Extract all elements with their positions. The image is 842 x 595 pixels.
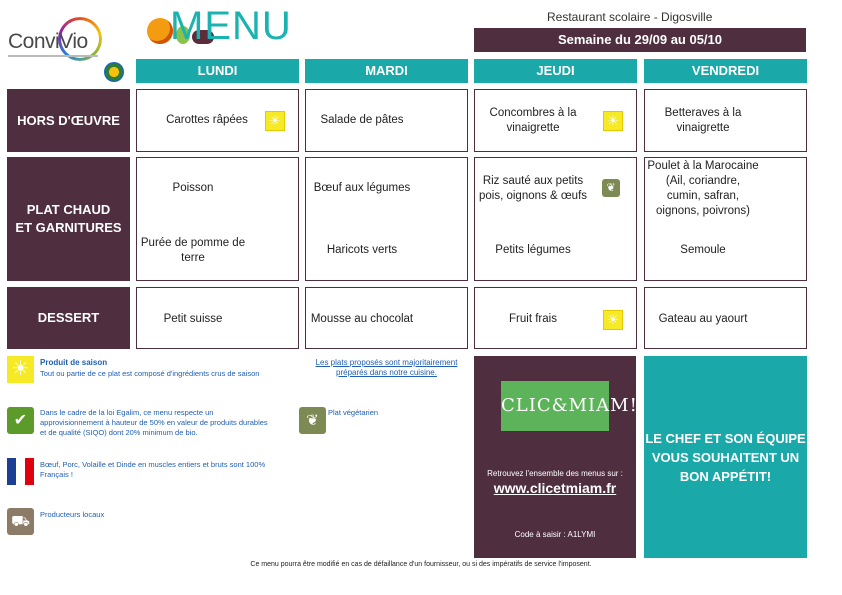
cell-dessert-lundi	[136, 287, 299, 349]
day-header-mardi: MARDI	[305, 59, 468, 83]
note-line: préparés dans notre cuisine.	[336, 368, 437, 377]
menu-title: MENU	[170, 4, 292, 48]
dish-line: Riz sauté aux petits	[482, 175, 584, 187]
leaf-icon	[602, 179, 620, 197]
dish-line: terre	[181, 252, 205, 264]
promo-code-text: Code à saisir : A1LYMI	[514, 530, 596, 539]
legend-vege-text: Plat végétarien	[328, 408, 379, 417]
footer-disclaimer: Ce menu pourra être modifié en cas de défaillance d'un fournisseur, ou si des impératifs de service l'imposent.	[250, 561, 592, 568]
cell-dessert-vendredi	[644, 287, 807, 349]
cell-plat-lundi	[136, 157, 299, 281]
logo-tagline-rule	[8, 55, 98, 57]
dish-line: vinaigrette	[676, 122, 730, 134]
legend-saison-text: Tout ou partie de ce plat est composé d'ingrédients crus de saison	[40, 369, 260, 378]
dish-name: Mousse au chocolat	[310, 313, 414, 325]
sun-icon	[265, 111, 285, 131]
dish-name: Petit suisse	[163, 313, 223, 325]
cell-plat-jeudi	[474, 157, 637, 281]
promo-find-text: Retrouvez l'ensemble des menus sur :	[487, 469, 623, 478]
dish-line: cumin, safran,	[666, 190, 740, 202]
cell-plat-vendredi	[644, 157, 807, 281]
sun-icon	[603, 111, 623, 131]
cell-dessert-mardi	[305, 287, 468, 349]
day-header-jeudi: JEUDI	[474, 59, 637, 83]
row-label-hors-oeuvre	[7, 89, 130, 152]
dish-line: pois, oignons & œufs	[478, 190, 588, 202]
note-line: Les plats proposés sont majoritairement	[315, 358, 458, 367]
row-label-text: PLAT CHAUD	[26, 202, 111, 217]
chef-line: VOUS SOUHAITENT UN	[651, 449, 800, 465]
dish-name	[475, 174, 591, 204]
legend-francais-text	[40, 460, 300, 480]
chef-line: LE CHEF ET SON ÉQUIPE	[645, 430, 806, 446]
legend-line: Dans le cadre de la loi Egalim, ce menu respecte un	[40, 408, 214, 417]
legend-line: approvisionnement à hauteur de 50% en valeur de produits durables	[40, 418, 268, 427]
row-label-text: HORS D'ŒUVRE	[17, 112, 120, 128]
day-header-lundi: LUNDI	[136, 59, 299, 83]
cell-dessert-jeudi	[474, 287, 637, 349]
garnish-name	[137, 236, 249, 266]
chef-message	[644, 356, 807, 558]
dish-name: Carottes râpées	[166, 114, 248, 126]
dish-line: Betteraves à la	[664, 107, 742, 119]
clicetmiam-link[interactable]: www.clicetmiam.fr	[493, 480, 617, 496]
leaf-icon	[299, 407, 326, 434]
restaurant-name: Restaurant scolaire - Digosville	[547, 10, 713, 24]
row-label-text: ET GARNITURES	[15, 220, 122, 235]
legend-local-text: Producteurs locaux	[40, 510, 105, 519]
cell-hors-oeuvre-mardi	[305, 89, 468, 152]
dish-line: Purée de pomme de	[140, 237, 246, 249]
legend-line: et de qualité (SIQO) dont 20% minimum de bio.	[40, 428, 198, 437]
dish-name: Bœuf aux légumes	[313, 182, 411, 194]
dish-name: Fruit frais	[509, 313, 557, 325]
legend-saison-title: Produit de saison	[40, 358, 108, 367]
row-label-plat	[7, 157, 130, 281]
dish-name: Salade de pâtes	[320, 114, 404, 126]
dish-name: Poisson	[172, 182, 214, 194]
dish-line: Poulet à la Marocaine	[647, 160, 759, 172]
dish-line: Concombres à la	[489, 107, 577, 119]
garnish-name: Haricots verts	[326, 244, 398, 256]
week-banner: Semaine du 29/09 au 05/10	[474, 28, 806, 52]
french-flag-icon	[7, 458, 34, 485]
dish-name: Gateau au yaourt	[658, 313, 748, 325]
day-header-vendredi: VENDREDI	[644, 59, 807, 83]
sun-icon	[7, 356, 34, 383]
dish-name	[645, 159, 761, 219]
sun-icon	[603, 310, 623, 330]
garnish-name: Semoule	[680, 244, 726, 256]
homemade-note	[304, 358, 469, 378]
clicetmiam-logo: CLIC&MIAM!	[501, 381, 609, 431]
cell-plat-mardi	[305, 157, 468, 281]
dish-line: (Ail, coriandre,	[665, 175, 741, 187]
legend-egalim-text	[40, 408, 300, 438]
convivio-logo: ConviVio	[8, 30, 88, 53]
dish-name	[645, 106, 761, 136]
clicetmiam-panel	[474, 356, 636, 558]
dish-line: oignons, poivrons)	[656, 205, 750, 217]
dish-line: vinaigrette	[506, 122, 560, 134]
tractor-icon	[7, 508, 34, 535]
quality-seal-icon	[104, 62, 124, 82]
cell-hors-oeuvre-vendredi	[644, 89, 807, 152]
chef-line: BON APPÉTIT!	[679, 468, 772, 484]
dish-name	[475, 106, 591, 136]
legend-line: Français !	[40, 470, 73, 479]
legend-line: Bœuf, Porc, Volaille et Dinde en muscles entiers et bruts sont 100%	[40, 460, 266, 469]
garnish-name: Petits légumes	[495, 244, 571, 256]
row-label-dessert	[7, 287, 130, 349]
cell-hors-oeuvre-lundi	[136, 89, 299, 152]
row-label-text: DESSERT	[37, 310, 100, 325]
cell-hors-oeuvre-jeudi	[474, 89, 637, 152]
check-icon	[7, 407, 34, 434]
